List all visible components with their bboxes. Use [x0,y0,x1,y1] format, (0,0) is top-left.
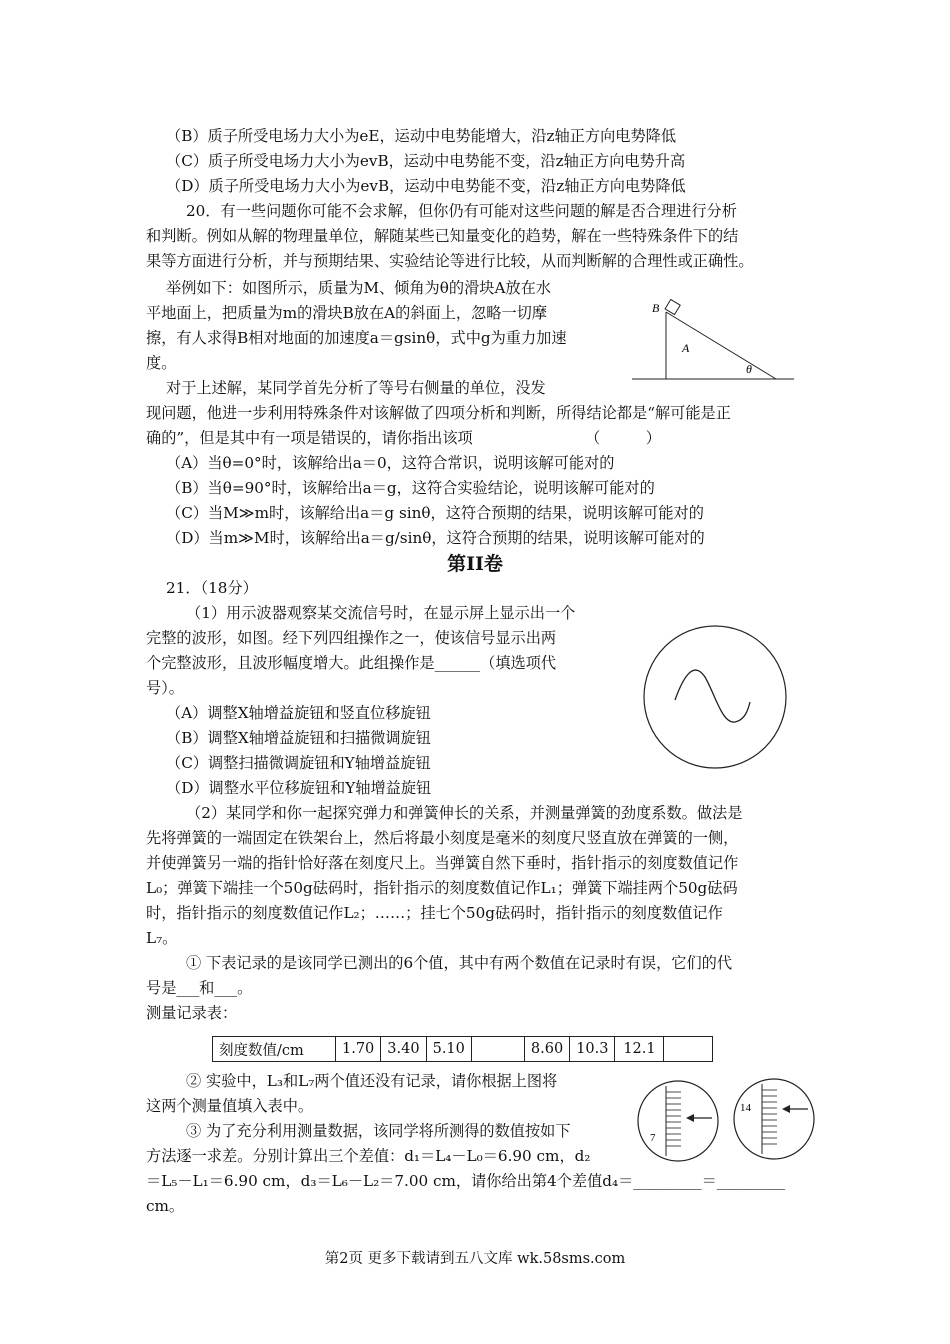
page-footer: 第2页 更多下载请到五八文库 wk.58sms.com [324,1251,626,1267]
table-caption: 测量记录表： [146,1004,238,1022]
q21-circle3-2: 方法逐一求差。分别计算出三个差值：d₁＝L₄－L₀＝6.90 cm，d₂ [146,1147,591,1165]
q21-part2-2: 先将弹簧的一端固定在铁架台上，然后将最小刻度是毫米的刻度尺竖直放在弹簧的一侧， [146,829,739,847]
gauge-label-14: 14 [740,1102,751,1114]
q20-example-4: 度。 [146,354,177,372]
q20-analysis-1: 对于上述解，某同学首先分析了等号右侧量的单位，没发 [166,379,546,397]
q21-part2-1: （2）某同学和你一起探究弹力和弹簧伸长的关系，并测量弹簧的劲度系数。做法是 [186,804,743,822]
q21-part2-5: 时，指针指示的刻度数值记作L₂；……；挂七个50g砝码时，指针指示的刻度数值记作 [146,904,723,922]
ruler-gauge-left [636,1078,720,1164]
q21-part1-2: 完整的波形，如图。经下列四组操作之一，使该信号显示出两 [146,629,557,647]
table-cell-empty [471,1037,524,1062]
incline-diagram [628,290,798,385]
q21-option-d: （D）调整水平位移旋钮和Y轴增益旋钮 [166,779,432,797]
q21-option-b: （B）调整X轴增益旋钮和扫描微调旋钮 [166,729,431,747]
q21-part2-6: L₇。 [146,929,178,947]
q21-part2-4: L₀；弹簧下端挂一个50g砝码时，指针指示的刻度数值记作L₁；弹簧下端挂两个50g砝码 [146,879,738,897]
table-row [213,1037,713,1062]
section-title: 第II卷 [447,553,503,575]
table-cell: 10.3 [570,1037,615,1062]
oscilloscope-screen [640,622,790,772]
q20-example-2: 平地面上，把质量为m的滑块B放在A的斜面上，忽略一切摩 [146,304,548,322]
table-cell: 8.60 [524,1037,569,1062]
q21-circle3-3: ＝L₅－L₁＝6.90 cm，d₃＝L₆－L₂＝7.00 cm，请你给出第4个差值d₄＝_________＝_________ [146,1172,786,1190]
q20-option-c: （C）当M≫m时，该解给出a＝g sinθ，这符合预期的结果，说明该解可能对的 [166,504,704,522]
q20-option-a: （A）当θ=0°时，该解给出a＝0，这符合常识，说明该解可能对的 [166,454,615,472]
label-theta: θ [746,362,752,376]
table-cell: 1.70 [336,1037,381,1062]
q21-circle1-1: ① 下表记录的是该同学已测出的6个值，其中有两个数值在记录时有误，它们的代 [186,954,733,972]
q19-option-b: （B）质子所受电场力大小为eE，运动中电势能增大，沿z轴正方向电势降低 [166,127,677,145]
gauge-label-7: 7 [650,1132,656,1144]
q21-circle3-1: ③ 为了充分利用测量数据，该同学将所测得的数值按如下 [186,1122,571,1140]
table-cell: 5.10 [426,1037,471,1062]
q20-example-1: 举例如下：如图所示，质量为M、倾角为θ的滑块A放在水 [166,279,551,297]
q21-circle1-2: 号是___和___。 [146,979,253,997]
q20-analysis-3: 确的”，但是其中有一项是错误的，请你指出该项 [146,429,473,447]
q20-intro-1: 20．有一些问题你可能不会求解，但你仍有可能对这些问题的解是否合理进行分析 [186,202,737,220]
label-a: A [682,341,690,355]
table-cell: 12.1 [615,1037,664,1062]
q21-part1-1: （1）用示波器观察某交流信号时，在显示屏上显示出一个 [186,604,576,622]
q21-part1-4: 号）。 [146,679,184,697]
q21-option-a: （A）调整X轴增益旋钮和竖直位移旋钮 [166,704,431,722]
ruler-gauge-right [732,1076,816,1162]
q20-intro-3: 果等方面进行分析，并与预期结果、实验结论等进行比较，从而判断解的合理性或正确性。 [146,252,754,270]
record-table [212,1036,713,1062]
q21-part2-3: 并使弹簧另一端的指针恰好落在刻度尺上。当弹簧自然下垂时，指针指示的刻度数值记作 [146,854,739,872]
table-cell: 3.40 [381,1037,426,1062]
q21-circle2-2: 这两个测量值填入表中。 [146,1097,314,1115]
q21-circle2-1: ② 实验中，L₃和L₇两个值还没有记录，请你根据上图将 [186,1072,558,1090]
q20-analysis-2: 现问题，他进一步利用特殊条件对该解做了四项分析和判断，所得结论都是“解可能是正 [146,404,731,422]
q20-option-b: （B）当θ=90°时，该解给出a＝g，这符合实验结论，说明该解可能对的 [166,479,655,497]
q19-option-d: （D）质子所受电场力大小为evB，运动中电势能不变，沿z轴正方向电势降低 [166,177,686,195]
q20-option-d: （D）当m≫M时，该解给出a＝g/sinθ，这符合预期的结果，说明该解可能对的 [166,529,705,547]
q20-answer-blank: （ ） [585,429,661,447]
q20-example-3: 擦，有人求得B相对地面的加速度a＝gsinθ，式中g为重力加速 [146,329,567,347]
table-header-cell: 刻度数值/cm [213,1037,336,1062]
q21-header: 21．（18分） [166,579,258,597]
q21-part1-3: 个完整波形，且波形幅度增大。此组操作是______（填选项代 [146,654,557,672]
table-cell-empty [664,1037,713,1062]
q19-option-c: （C）质子所受电场力大小为evB，运动中电势能不变，沿z轴正方向电势升高 [166,152,686,170]
label-b: B [652,301,660,315]
q21-option-c: （C）调整扫描微调旋钮和Y轴增益旋钮 [166,754,431,772]
q20-intro-2: 和判断。例如从解的物理量单位，解随某些已知量变化的趋势，解在一些特殊条件下的结 [146,227,739,245]
q21-circle3-4: cm。 [146,1197,185,1215]
